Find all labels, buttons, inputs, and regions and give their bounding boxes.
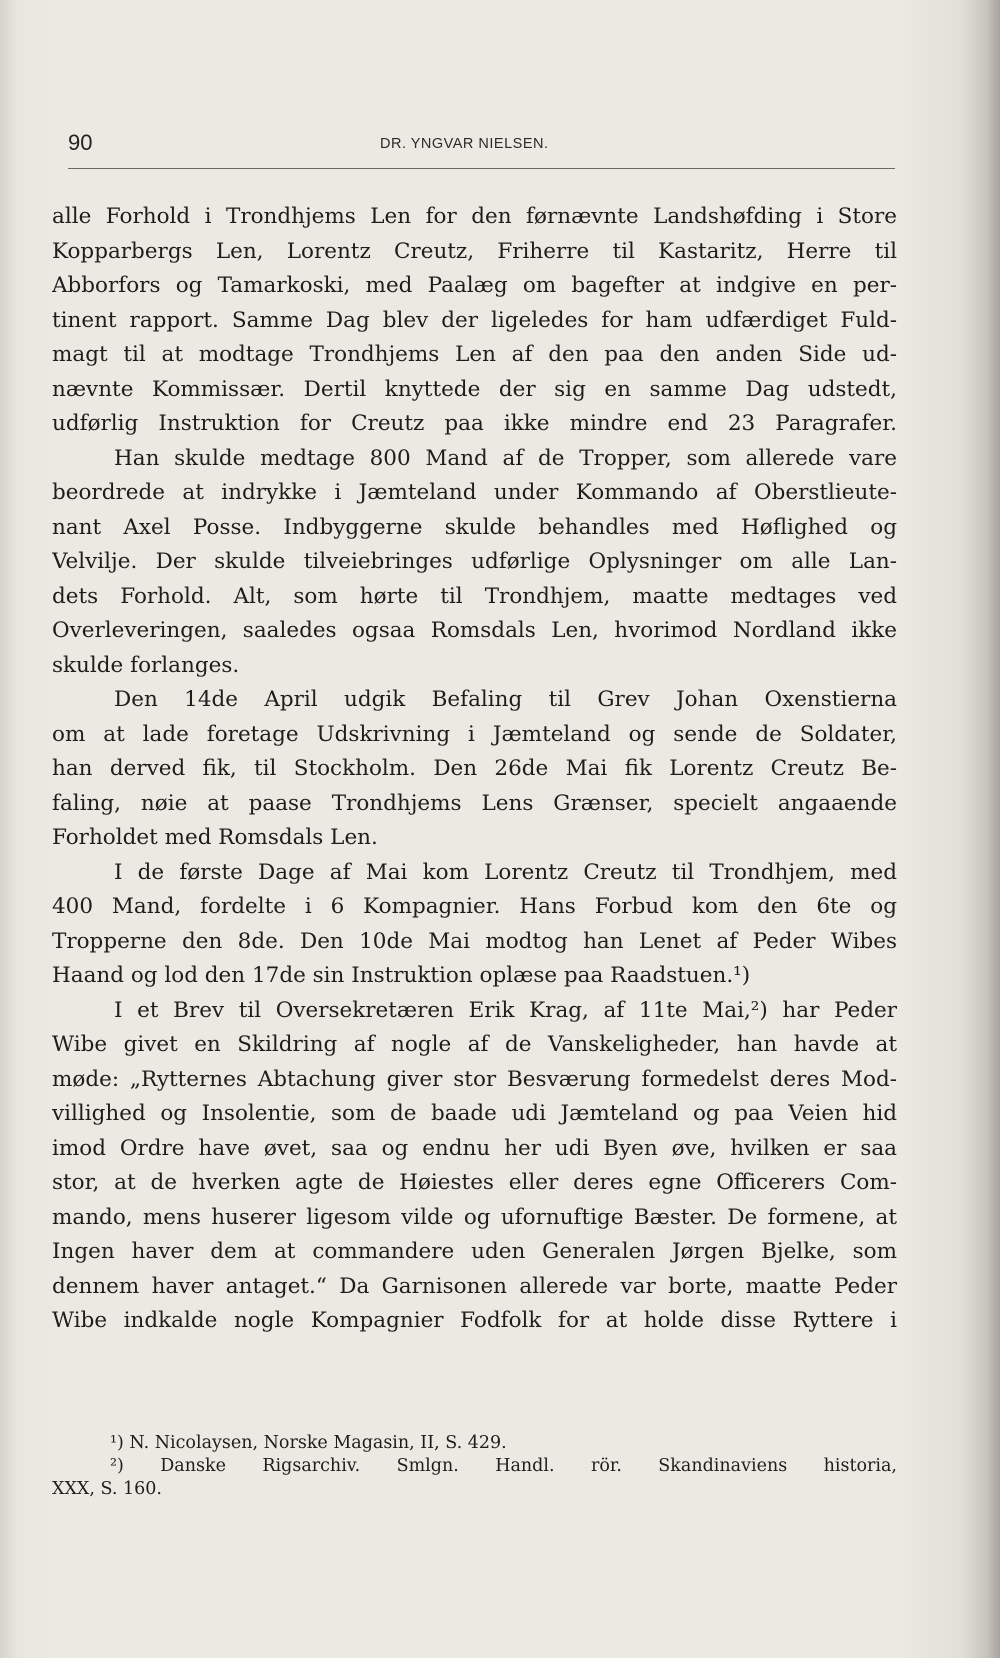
text-line: Den 14de April udgik Befaling til Grev Johan Oxenstierna bbox=[114, 687, 897, 712]
running-head bbox=[68, 130, 895, 170]
text-line: Tropperne den 8de. Den 10de Mai modtog han Lenet af Peder Wibes bbox=[52, 928, 897, 954]
text-line: beordrede at indrykke i Jæmteland under Kommando af Oberstlieute- bbox=[52, 480, 897, 505]
text-line: alle Forhold i Trondhjems Len for den førnævnte Landshøfding i Store bbox=[52, 204, 897, 229]
text-line: dennem haver antaget.“ Da Garnisonen allerede var borte, maatte Peder bbox=[52, 1273, 897, 1299]
text-line: I de første Dage af Mai kom Lorentz Creutz til Trondhjem, med bbox=[114, 859, 897, 885]
text-line: skulde forlanges. bbox=[52, 652, 240, 678]
footnote: ¹) N. Nicolaysen, Norske Magasin, II, S. 429. bbox=[110, 1433, 507, 1453]
header-rule bbox=[68, 168, 895, 169]
text-line: mando, mens huserer ligesom vilde og ufornuftige Bæster. De formene, at bbox=[52, 1204, 897, 1230]
text-line: Overleveringen, saaledes ogsaa Romsdals Len, hvorimod Nordland ikke bbox=[52, 618, 897, 643]
text-line: tinent rapport. Samme Dag blev der ligeledes for ham udfærdiget Fuld- bbox=[52, 307, 897, 333]
text-line: nant Axel Posse. Indbyggerne skulde behandles med Høflighed og bbox=[52, 514, 897, 540]
text-line: stor, at de hverken agte de Høiestes eller deres egne Officerers Com- bbox=[52, 1170, 897, 1195]
text-line: Wibe indkalde nogle Kompagnier Fodfolk for at holde disse Ryttere i bbox=[52, 1308, 897, 1333]
text-line: I et Brev til Oversekretæren Erik Krag, af 11te Mai,²) har Peder bbox=[114, 997, 897, 1023]
text-line: Velvilje. Der skulde tilveiebringes udførlige Oplysninger om alle Lan- bbox=[52, 549, 897, 574]
text-line: han derved fik, til Stockholm. Den 26de Mai fik Lorentz Creutz Be- bbox=[52, 756, 897, 781]
body-text bbox=[52, 200, 897, 1339]
text-line: udførlig Instruktion for Creutz paa ikke mindre end 23 Paragrafer. bbox=[52, 411, 897, 436]
text-line: dets Forhold. Alt, som hørte til Trondhjem, maatte medtages ved bbox=[52, 583, 897, 609]
text-line: Haand og lod den 17de sin Instruktion oplæse paa Raadstuen.¹) bbox=[52, 963, 751, 988]
footnote: XXX, S. 160. bbox=[52, 1479, 162, 1499]
running-title: DR. YNGVAR NIELSEN. bbox=[380, 136, 549, 152]
text-line: Ingen haver dem at commandere uden Generalen Jørgen Bjelke, som bbox=[52, 1239, 897, 1264]
text-line: om at lade foretage Udskrivning i Jæmteland og sende de Soldater, bbox=[52, 721, 897, 747]
text-line: møde: „Rytternes Abtachung giver stor Besværung formedelst deres Mod- bbox=[52, 1066, 897, 1092]
text-line: magt til at modtage Trondhjems Len af den paa den anden Side ud- bbox=[52, 342, 897, 367]
text-line: Forholdet med Romsdals Len. bbox=[52, 825, 378, 850]
text-line: Kopparbergs Len, Lorentz Creutz, Friherre til Kastaritz, Herre til bbox=[52, 238, 897, 264]
footnotes bbox=[52, 1432, 897, 1501]
text-line: Han skulde medtage 800 Mand af de Tropper, som allerede vare bbox=[114, 445, 897, 471]
text-line: faling, nøie at paase Trondhjems Lens Grænser, specielt angaaende bbox=[52, 790, 897, 816]
text-line: 400 Mand, fordelte i 6 Kompagnier. Hans Forbud kom den 6te og bbox=[52, 894, 897, 919]
text-line: villighed og Insolentie, som de baade udi Jæmteland og paa Veien hid bbox=[52, 1101, 897, 1126]
footnote: ²) Danske Rigsarchiv. Smlgn. Handl. rör. Skandinaviens historia, bbox=[110, 1456, 897, 1476]
page-number: 90 bbox=[68, 130, 93, 155]
text-line: Wibe givet en Skildring af nogle af de Vanskeligheder, han havde at bbox=[52, 1032, 897, 1057]
page-edge-shadow bbox=[986, 0, 1000, 1658]
text-line: Abborfors og Tamarkoski, med Paalæg om bagefter at indgive en per- bbox=[52, 273, 897, 298]
text-line: nævnte Kommissær. Dertil knyttede der sig en samme Dag udstedt, bbox=[52, 376, 897, 402]
text-line: imod Ordre have øvet, saa og endnu her udi Byen øve, hvilken er saa bbox=[52, 1135, 897, 1161]
